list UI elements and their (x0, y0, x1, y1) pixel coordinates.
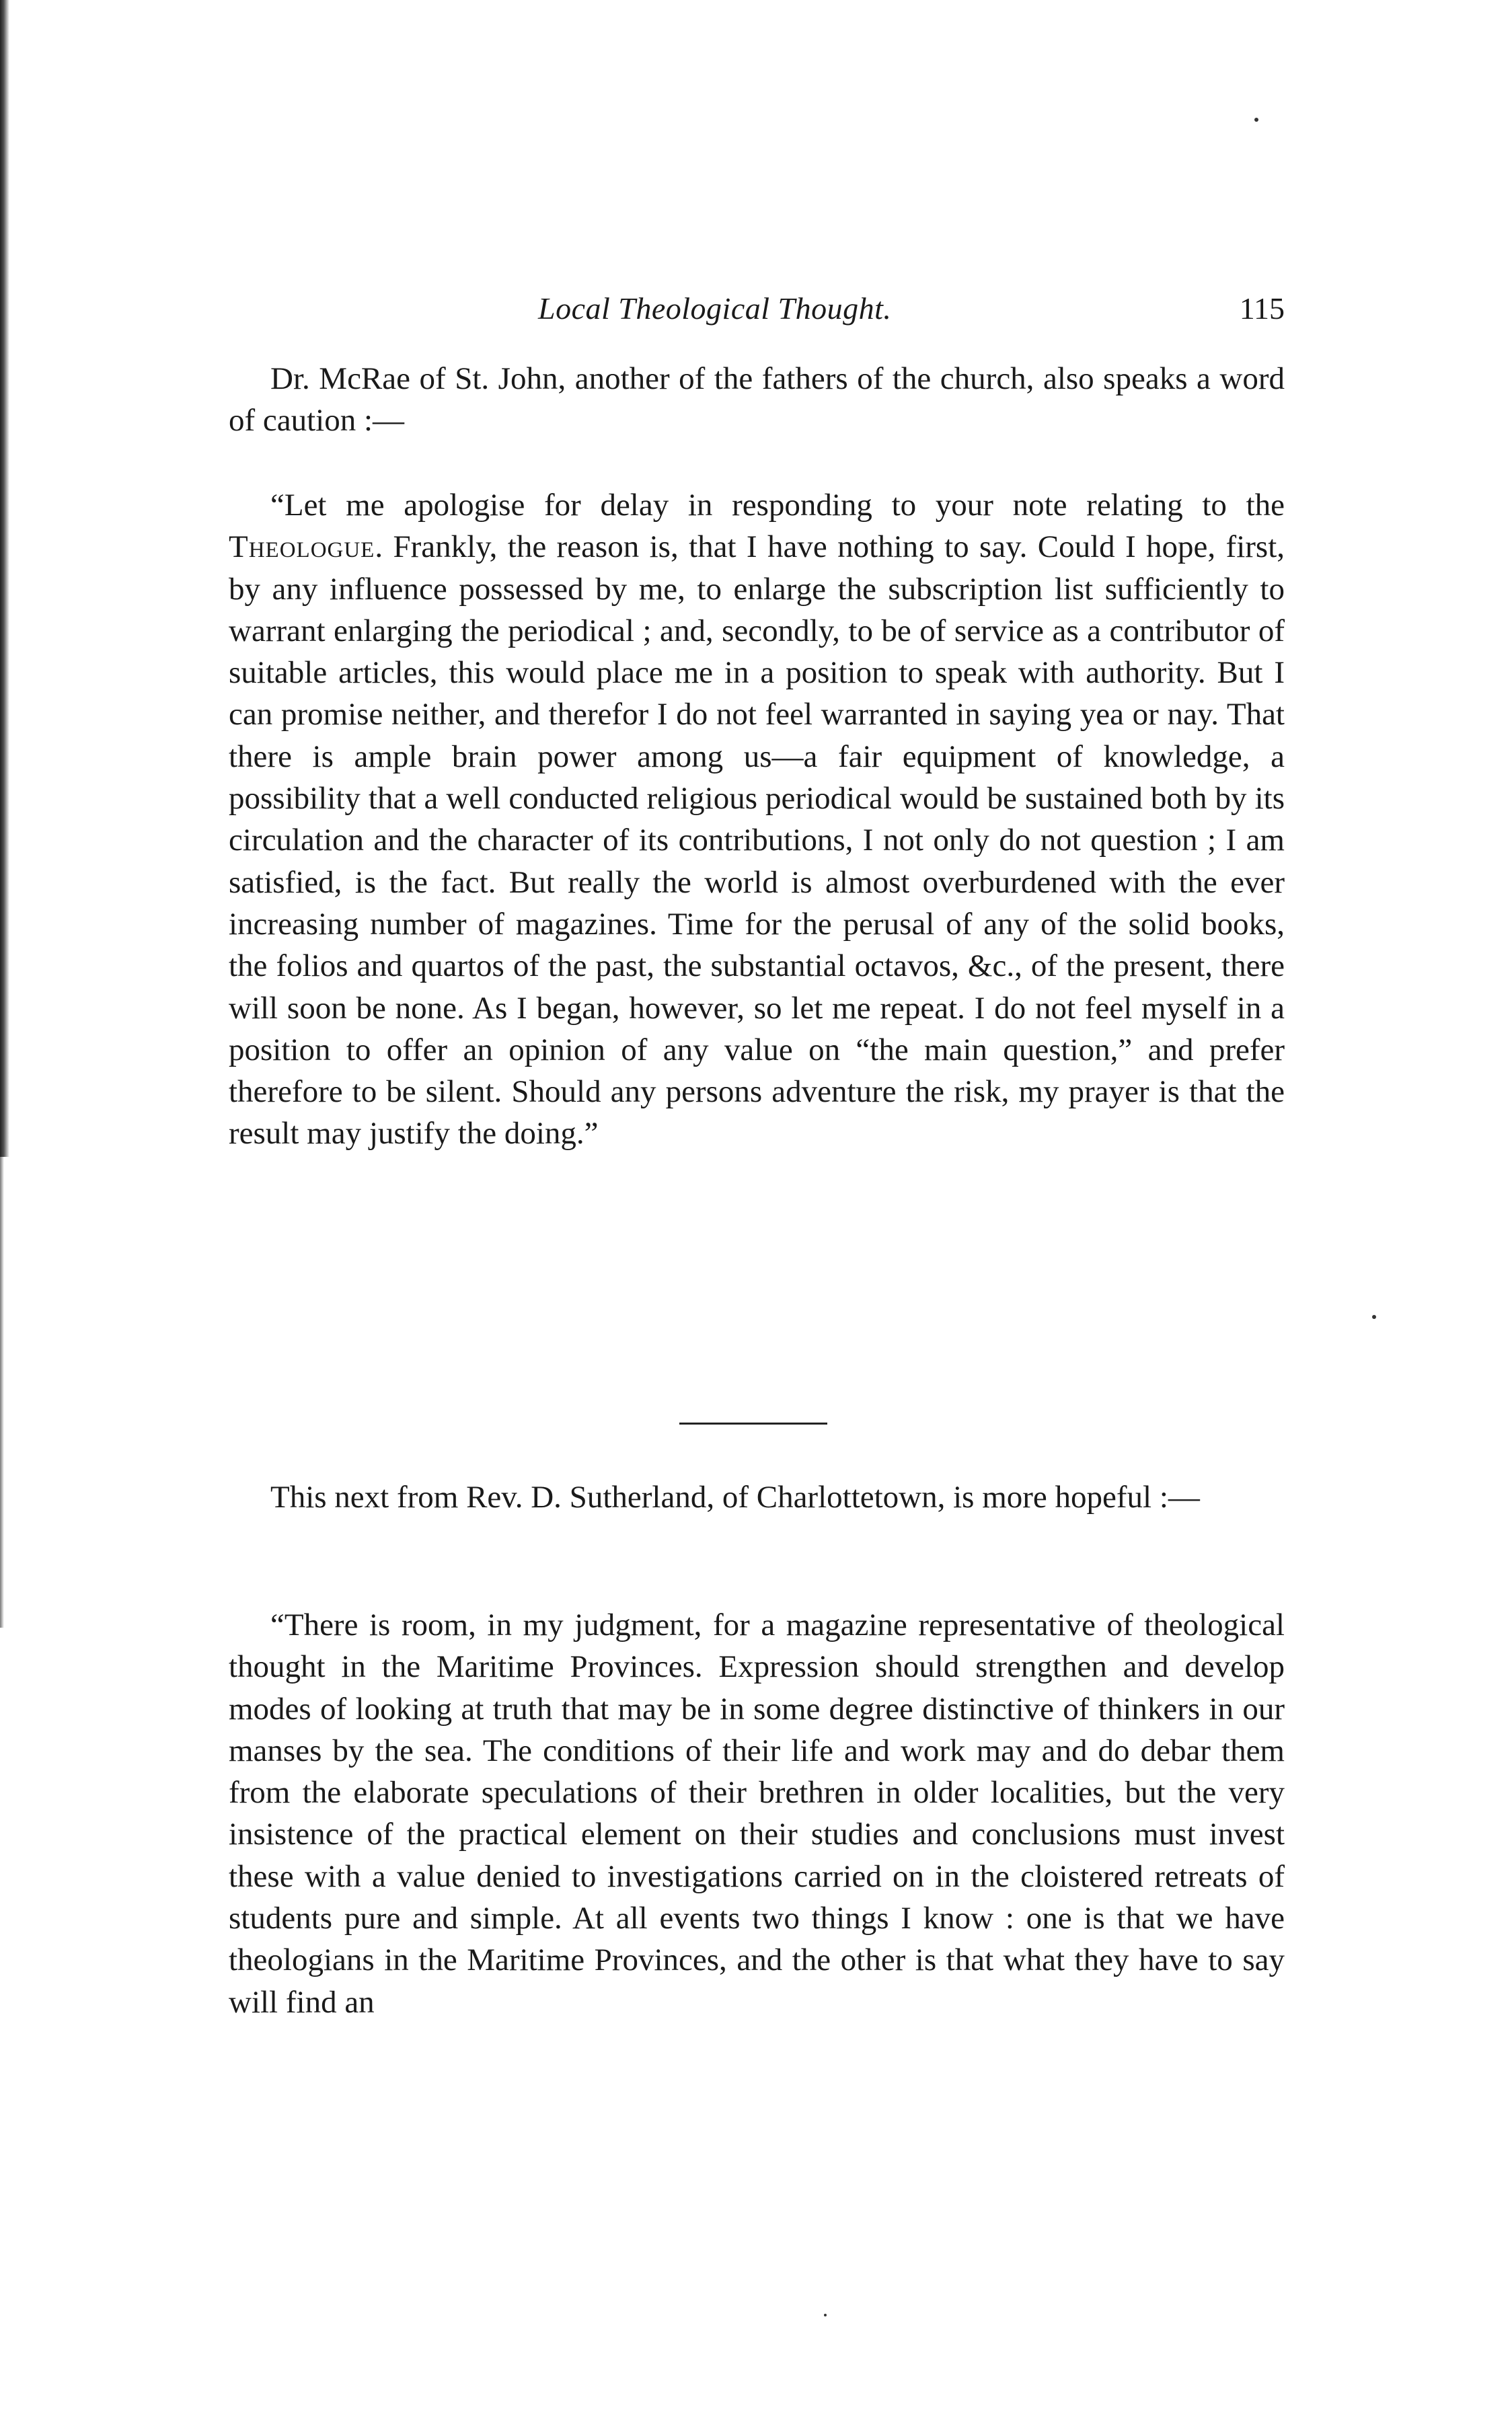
paragraph-text (229, 484, 1285, 1155)
quote-text-start: “Let me apologise for delay in responding to your note relating to the (270, 488, 1285, 523)
print-speck (1254, 118, 1258, 122)
quote-paragraph-sutherland (229, 1604, 1285, 2023)
intro-paragraph-sutherland (229, 1476, 1285, 1518)
print-speck (1372, 1315, 1376, 1319)
page-header (229, 291, 1285, 338)
intro-paragraph-mcrae (229, 358, 1285, 442)
journal-name: Theologue (229, 529, 375, 565)
paragraph-text: This next from Rev. D. Sutherland, of Charlottetown, is more hopeful :— (270, 1480, 1200, 1515)
paragraph-text: Dr. McRae of St. John, another of the fathers of the church, also speaks a word of caution :— (229, 361, 1285, 439)
page-number: 115 (1239, 291, 1285, 326)
running-title: Local Theological Thought. (538, 291, 892, 326)
quote-paragraph-mcrae (229, 484, 1285, 1155)
quote-text-rest: . Frankly, the reason is, that I have nothing to say. Could I hope, first, by any influence possessed by me, to enlarge the subscription list sufficiently to warrant enlarging the periodical ; and, secondly, to be of service as a contributor of suitable articles, this would place me in a position to speak with authority. But I can promise neither, and therefor I do not feel warranted in saying yea or nay. That there is ample brain power among us—a fair equipment of knowledge, a possibility that a well conducted religious periodical would be sustained both by its circulation and the character of its contributions, I not only do not question ; I am satisfied, is the fact. But really the world is almost overburdened with the ever increasing number of magazines. Time for the perusal of any of the solid books, the folios and quartos of the past, the substantial octavos, &c., of the present, there will soon be none. As I began, however, so let me repeat. I do not feel myself in a position to offer an opinion of any value on “the main question,” and prefer therefore to be silent. Should any persons adventure the risk, my prayer is that the result may justify the doing.” (229, 529, 1285, 1151)
print-speck (824, 2314, 827, 2316)
section-divider-rule (679, 1423, 827, 1425)
paragraph-text: “There is room, in my judgment, for a magazine representative of theological thought in the Maritime Provinces. Expression should strengthen and develop modes of looking at truth that may be in some degree distinctive of thinkers in our manses by the sea. The conditions of their life and work may and do debar them from the elaborate speculations of their brethren in older localities, but the very insistence of the practical element on their studies and conclusions must invest these with a value denied to investigations carried on in the cloistered retreats of students pure and simple. At all events two things I know : one is that we have theologians in the Maritime Provinces, and the other is that what they have to say will find an (229, 1608, 1285, 2020)
